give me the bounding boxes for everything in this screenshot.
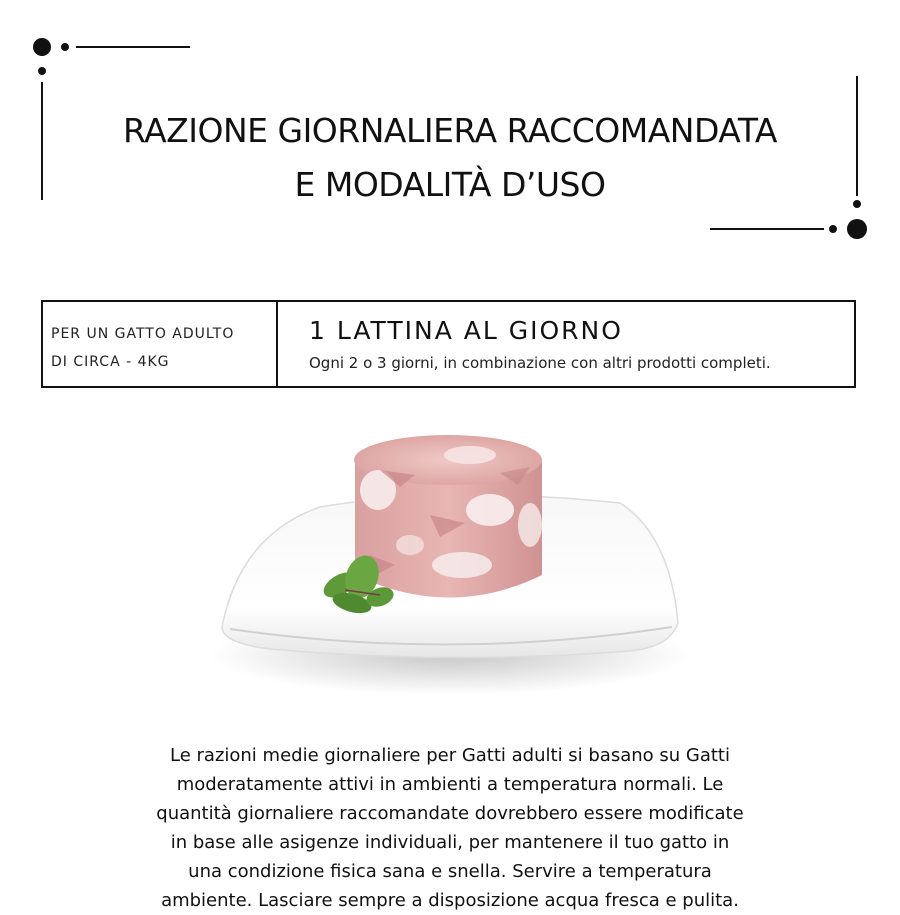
ration-divider (276, 302, 278, 386)
usage-line: in base alle asigenze individuali, per mantenere il tuo gatto in (170, 832, 730, 853)
ornament-line (76, 46, 190, 48)
usage-line: quantità giornaliere raccomandate dovrebbero essere modificate (156, 803, 744, 824)
ornament-dot-large (33, 38, 51, 56)
ornament-line (41, 82, 43, 200)
usage-line: moderatamente attivi in ambienti a temperatura normali. Le (176, 774, 724, 795)
ornament-line (710, 228, 824, 230)
ornament-dot-small (829, 225, 837, 233)
title-line-2: E MODALITÀ D’USO (294, 165, 606, 204)
ration-subject (51, 320, 273, 376)
ornament-dot-large (847, 219, 867, 239)
ration-subject-line-1: PER UN GATTO ADULTO (51, 326, 235, 342)
plated-food-icon (200, 415, 700, 705)
usage-description (100, 741, 800, 915)
usage-line: Le razioni medie giornaliere per Gatti adulti si basano su Gatti (170, 745, 730, 766)
ration-note: Ogni 2 o 3 giorni, in combinazione con altri prodotti completi. (309, 354, 771, 372)
ration-subject-line-2: DI CIRCA - 4KG (51, 354, 170, 370)
ration-amount: 1 LATTINA AL GIORNO (309, 316, 623, 345)
usage-line: una condizione fisica sana e snella. Servire a temperatura (188, 861, 712, 882)
usage-line: ambiente. Lasciare sempre a disposizione acqua fresca e pulita. (161, 890, 739, 911)
ornament-dot-small (853, 200, 861, 208)
ornament-dot-small (61, 43, 69, 51)
ration-table (41, 300, 856, 388)
ornament-line (856, 76, 858, 196)
ornament-dot-small (38, 67, 46, 75)
title-line-1: RAZIONE GIORNALIERA RACCOMANDATA (123, 111, 777, 150)
page-title (60, 104, 840, 212)
